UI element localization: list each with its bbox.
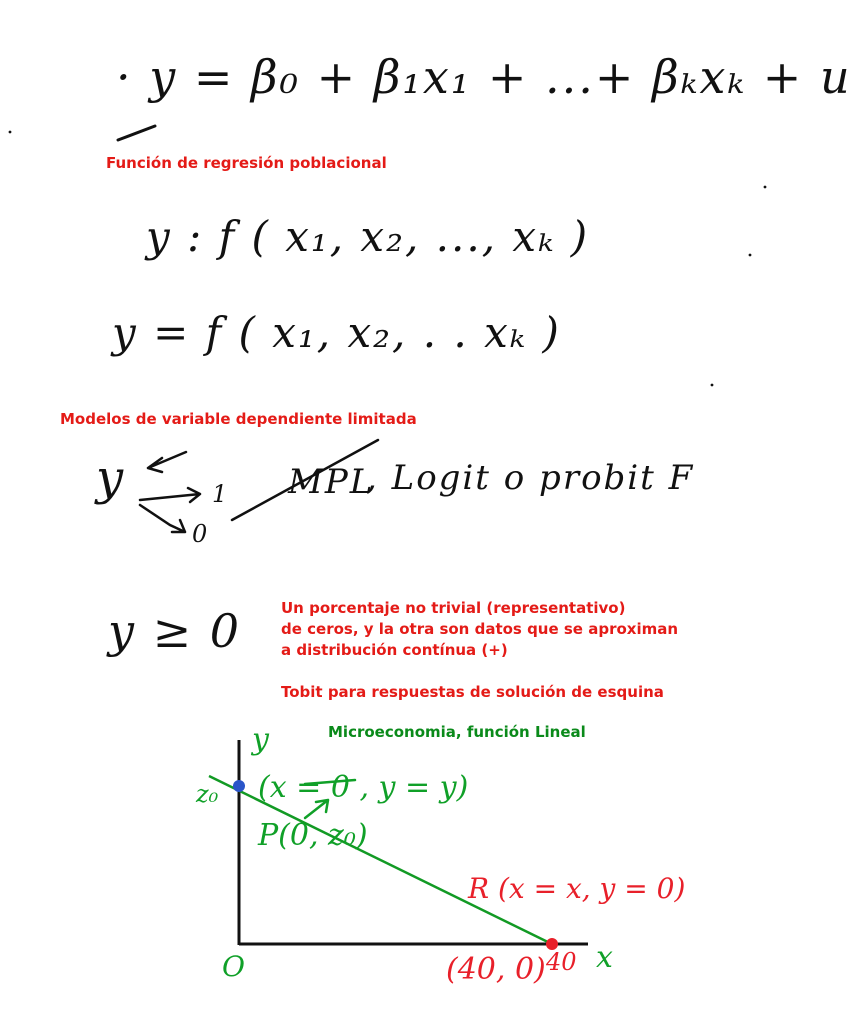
ink-dot [711, 384, 714, 387]
arrow-stroke [148, 452, 186, 472]
arrow-to-one [140, 488, 200, 502]
function-equation-1: y : f ( x₁, x₂, ..., xₖ ) [146, 212, 590, 261]
ink-dot [749, 254, 752, 257]
ink-dot [764, 186, 767, 189]
note-nontrivial-line-2: de ceros, y la otra son datos que se aproximan [281, 620, 679, 638]
note-nontrivial-line-3: a distribución contínua (+) [281, 641, 508, 659]
graph-point-r: R (x = x, y = 0) [468, 872, 686, 905]
function-equation-2: y = f ( x₁, x₂, . . xₖ ) [112, 308, 561, 357]
note-microeconomics: Microeconomia, función Lineal [328, 723, 586, 741]
crossed-out-mpl: MPL [288, 462, 375, 502]
graph-point-x-intercept: (40, 0) [446, 952, 546, 987]
note-nontrivial-line-1: Un porcentaje no trivial (representativo) [281, 599, 626, 617]
binary-zero: 0 [192, 520, 210, 548]
y-intercept-point [233, 780, 245, 792]
graph-intercept-label: z₀ [196, 780, 219, 808]
arrow-to-zero [140, 505, 185, 532]
logit-probit-text: , Logit o probit F [366, 458, 695, 498]
population-regression-equation: · y = β₀ + β₁x₁ + ...+ βₖxₖ + u [116, 50, 852, 104]
label-population-regression: Función de regresión poblacional [106, 154, 387, 172]
note-tobit: Tobit para respuestas de solución de esquina [281, 683, 664, 701]
graph-point-y-intercept: (x = 0 , y = y) [258, 770, 469, 805]
ink-dot [9, 131, 12, 134]
underline-stroke [118, 126, 155, 140]
graph-point-p: P(0, z₀) [258, 818, 368, 853]
label-limited-dependent: Modelos de variable dependiente limitada [60, 410, 417, 428]
nonnegative-y: y ≥ 0 [108, 604, 242, 658]
graph-y-axis-label: y [252, 722, 269, 757]
graph-x-intercept-value: 40 [546, 948, 577, 976]
dependent-variable-y: y [96, 450, 126, 506]
graph-x-axis-label: x [596, 940, 613, 975]
binary-one: 1 [212, 480, 230, 508]
graph-origin-label: O [222, 950, 245, 983]
